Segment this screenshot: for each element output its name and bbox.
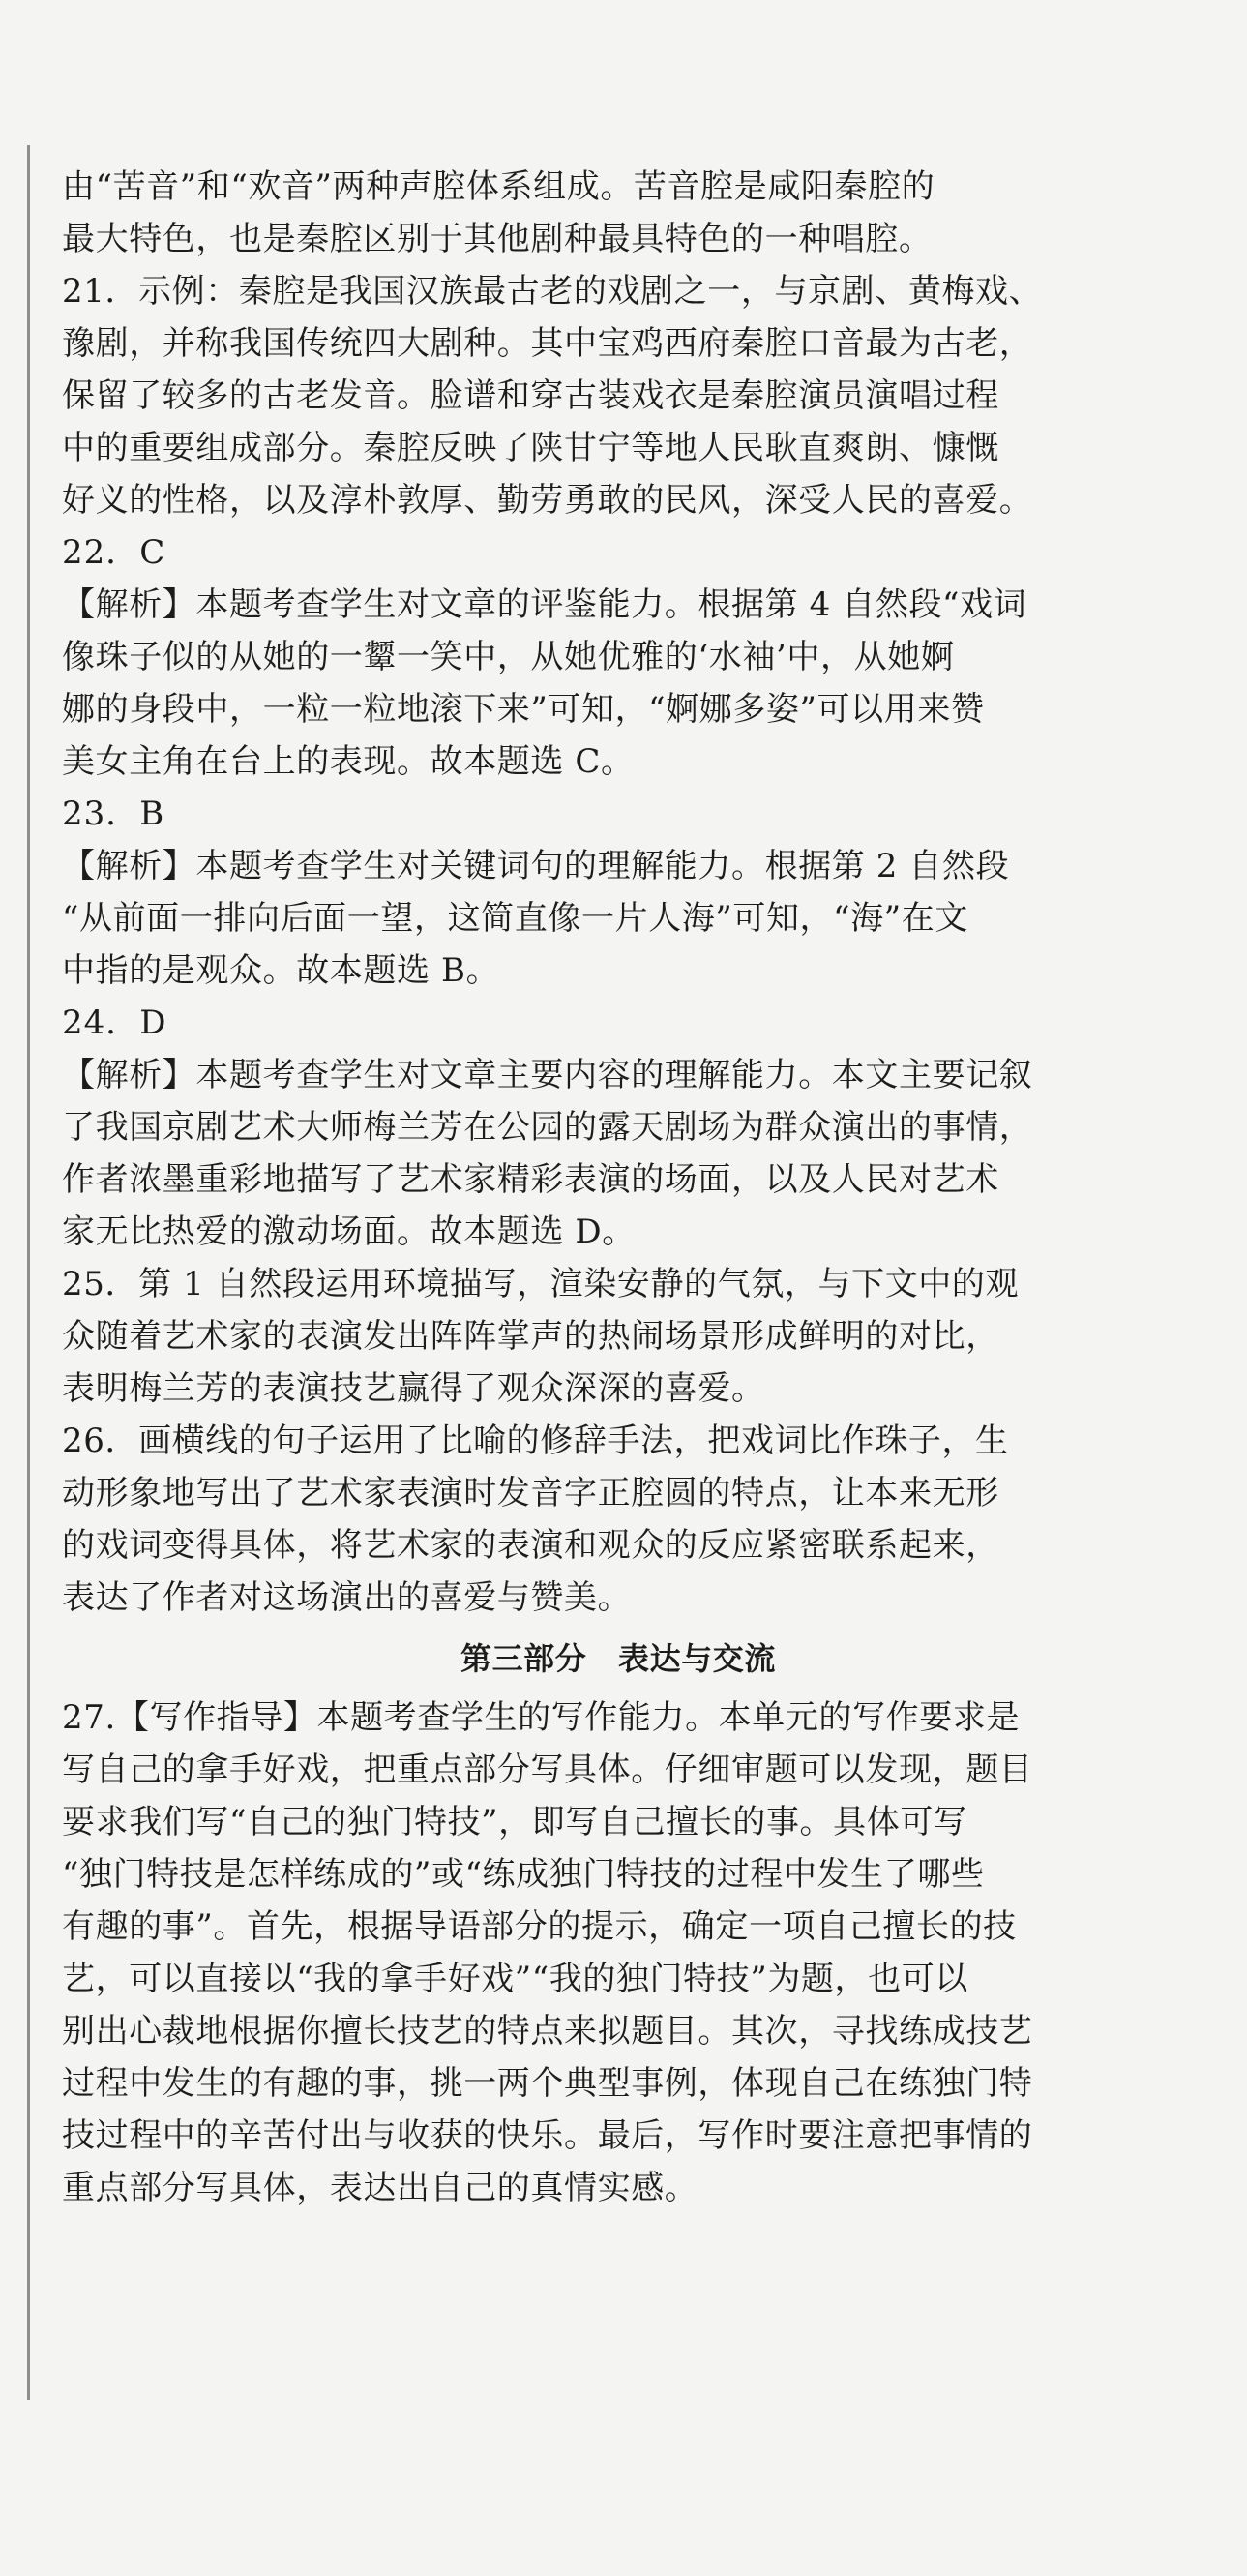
text-line: 众随着艺术家的表演发出阵阵掌声的热闹场景形成鲜明的对比，: [62, 1317, 999, 1356]
text-line: 最大特色，也是秦腔区别于其他剧种最具特色的一种唱腔。: [62, 220, 933, 258]
text-line: 中的重要组成部分。秦腔反映了陕甘宁等地人民耿直爽朗、慷慨: [62, 429, 999, 467]
text-line: 艺，可以直接以“我的拿手好戏”“我的独门特技”为题，也可以: [62, 1960, 968, 1998]
text-line: 美女主角在台上的表现。故本题选 C。: [62, 742, 635, 781]
text-line: 21．示例：秦腔是我国汉族最古老的戏剧之一，与京剧、黄梅戏、: [62, 272, 1043, 311]
text-line: 动形象地写出了艺术家表演时发音字正腔圆的特点，让本来无形: [62, 1474, 999, 1513]
text-line: 【解析】本题考查学生对文章主要内容的理解能力。本文主要记叙: [62, 1056, 1033, 1094]
text-line: 要求我们写“自己的独门特技”，即写自己擅长的事。具体可写: [62, 1803, 967, 1842]
text-line: 保留了较多的古老发音。脸谱和穿古装戏衣是秦腔演员演唱过程: [62, 376, 999, 415]
text-line: 别出心裁地根据你擅长技艺的特点来拟题目。其次，寻找练成技艺: [62, 2012, 1033, 2051]
answer-23: 23．B: [62, 794, 165, 833]
text-line: 技过程中的辛苦付出与收获的快乐。最后，写作时要注意把事情的: [62, 2116, 1033, 2155]
text-line: 27.【写作指导】本题考查学生的写作能力。本单元的写作要求是: [62, 1698, 1021, 1737]
text-line: 好义的性格，以及淳朴敦厚、勤劳勇敢的民风，深受人民的喜爱。: [62, 481, 1033, 520]
text-line: 豫剧，并称我国传统四大剧种。其中宝鸡西府秦腔口音最为古老，: [62, 324, 1033, 363]
text-line: 作者浓墨重彩地描写了艺术家精彩表演的场面，以及人民对艺术: [62, 1160, 999, 1199]
answer-content: [62, 161, 1174, 2214]
text-line: 25．第 1 自然段运用环境描写，渲染安静的气氛，与下文中的观: [62, 1265, 1020, 1303]
text-line: 像珠子似的从她的一颦一笑中，从她优雅的‘水袖’中，从她婀: [62, 638, 955, 676]
text-line: 重点部分写具体，表达出自己的真情实感。: [62, 2169, 698, 2207]
text-line: 26．画横线的句子运用了比喻的修辞手法，把戏词比作珠子，生: [62, 1422, 1009, 1460]
text-line: 表明梅兰芳的表演技艺赢得了观众深深的喜爱。: [62, 1369, 765, 1408]
text-line: “从前面一排向后面一望，这简直像一片人海”可知，“海”在文: [62, 899, 968, 938]
text-line: 【解析】本题考查学生对文章的评鉴能力。根据第 4 自然段“戏词: [62, 585, 1027, 624]
section-heading: 第三部分 表达与交流: [460, 1640, 776, 1677]
text-line: 中指的是观众。故本题选 B。: [62, 951, 500, 990]
text-line: 写自己的拿手好戏，把重点部分写具体。仔细审题可以发现，题目: [62, 1751, 1033, 1789]
text-line: 的戏词变得具体，将艺术家的表演和观众的反应紧密联系起来，: [62, 1526, 999, 1565]
text-line: 了我国京剧艺术大师梅兰芳在公园的露天剧场为群众演出的事情，: [62, 1108, 1033, 1147]
answer-22: 22．C: [62, 533, 166, 572]
answer-24: 24．D: [62, 1003, 167, 1042]
text-line: 有趣的事”。首先，根据导语部分的提示，确定一项自己擅长的技: [62, 1907, 1017, 1946]
left-margin-rule: [27, 145, 30, 2400]
text-line: 娜的身段中，一粒一粒地滚下来”可知，“婀娜多姿”可以用来赞: [62, 690, 985, 729]
text-line: “独门特技是怎样练成的”或“练成独门特技的过程中发生了哪些: [62, 1855, 985, 1894]
text-line: 表达了作者对这场演出的喜爱与赞美。: [62, 1578, 632, 1617]
text-line: 家无比热爱的激动场面。故本题选 D。: [62, 1213, 636, 1251]
text-line: 由“苦音”和“欢音”两种声腔体系组成。苦音腔是咸阳秦腔的: [62, 167, 935, 206]
text-line: 【解析】本题考查学生对关键词句的理解能力。根据第 2 自然段: [62, 847, 1010, 885]
text-line: 过程中发生的有趣的事，挑一两个典型事例，体现自己在练独门特: [62, 2064, 1033, 2103]
